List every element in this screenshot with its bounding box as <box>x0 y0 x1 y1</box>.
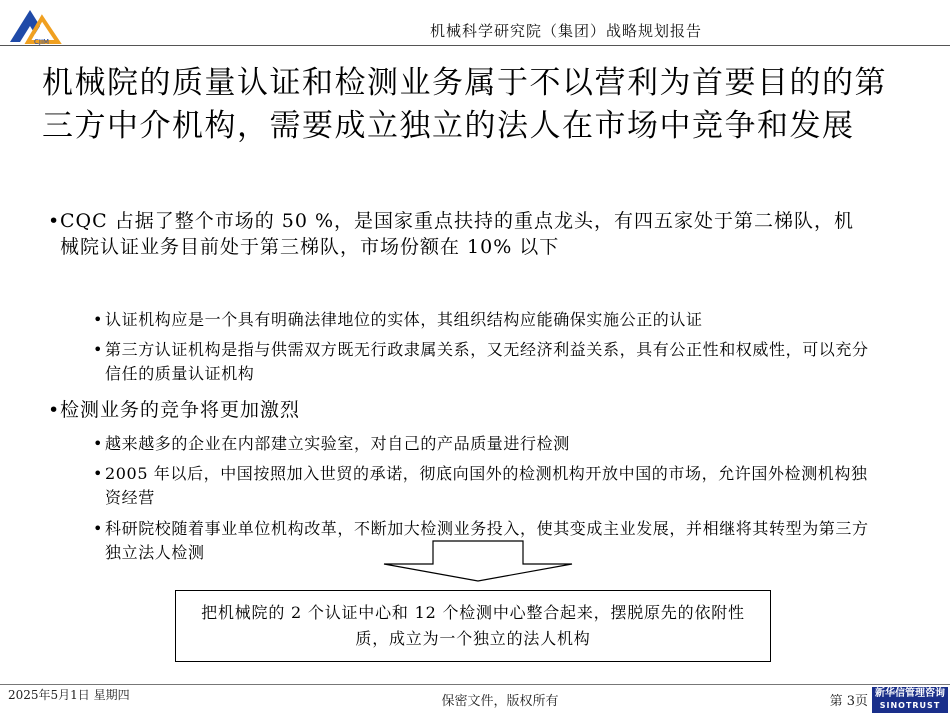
sub-bullet-entity <box>93 308 875 332</box>
header-divider <box>0 45 950 46</box>
sub-bullet-wto-opening <box>93 462 875 510</box>
sub-bullet-internal-labs <box>93 432 875 456</box>
sub-bullet-text: 越来越多的企业在内部建立实验室，对自己的产品质量进行检测 <box>105 434 570 453</box>
bullet-dot: • <box>48 399 61 421</box>
footer-date: 2025年5月1日 星期四 <box>8 688 130 702</box>
slide-title: 机械院的质量认证和检测业务属于不以营利为首要目的的第三方中介机构，需要成立独立的法人在市场中竞争和发展 <box>42 65 887 144</box>
down-arrow-icon <box>378 540 578 582</box>
bullet-dot: • <box>93 519 104 538</box>
report-title: 机械科学研究院（集团）战略规划报告 <box>430 22 703 40</box>
bullet-dot: • <box>93 310 104 329</box>
sub-bullet-text: 认证机构应是一个具有明确法律地位的实体，其组织结构应能确保实施公正的认证 <box>105 310 703 329</box>
conclusion-box <box>175 590 771 662</box>
partner-logo-en: SINOTRUST <box>879 701 941 710</box>
bullet-dot: • <box>48 210 61 232</box>
sub-bullet-third-party <box>93 338 875 386</box>
bullet-testing-competition <box>48 397 870 423</box>
bullet-dot: • <box>93 434 104 453</box>
svg-text:CJIM: CJIM <box>34 38 50 46</box>
footer-confidential: 保密文件，版权所有 <box>441 694 559 709</box>
bullet-text: 检测业务的竞争将更加激烈 <box>60 399 301 421</box>
bullet-text: CQC 占据了整个市场的 50 %，是国家重点扶持的重点龙头，有四五家处于第二梯队，机械院认证业务目前处于第三梯队，市场份额在 10% 以下 <box>60 210 855 258</box>
bullet-dot: • <box>93 340 104 359</box>
partner-logo-cn: 新华信管理咨询 <box>875 688 945 699</box>
sub-bullet-text: 科研院校随着事业单位机构改革，不断加大检测业务投入，使其变成主业发展，并相继将其转型为第三方独立法人检测 <box>105 519 869 562</box>
bullet-market-share <box>48 208 870 260</box>
bullet-dot: • <box>93 464 104 483</box>
company-logo <box>6 4 70 46</box>
page-number: 第 3页 <box>829 694 868 709</box>
partner-logo <box>872 687 948 713</box>
conclusion-text: 把机械院的 2 个认证中心和 12 个检测中心整合起来，摆脱原先的依附性质，成立为一个独立的法人机构 <box>201 603 745 648</box>
sub-bullet-text: 第三方认证机构是指与供需双方既无行政隶属关系，又无经济利益关系，具有公正性和权威性，可以充分信任的质量认证机构 <box>105 340 869 383</box>
sub-bullet-text: 2005 年以后，中国按照加入世贸的承诺，彻底向国外的检测机构开放中国的市场，允许国外检测机构独资经营 <box>105 464 868 507</box>
footer-divider <box>0 684 950 685</box>
